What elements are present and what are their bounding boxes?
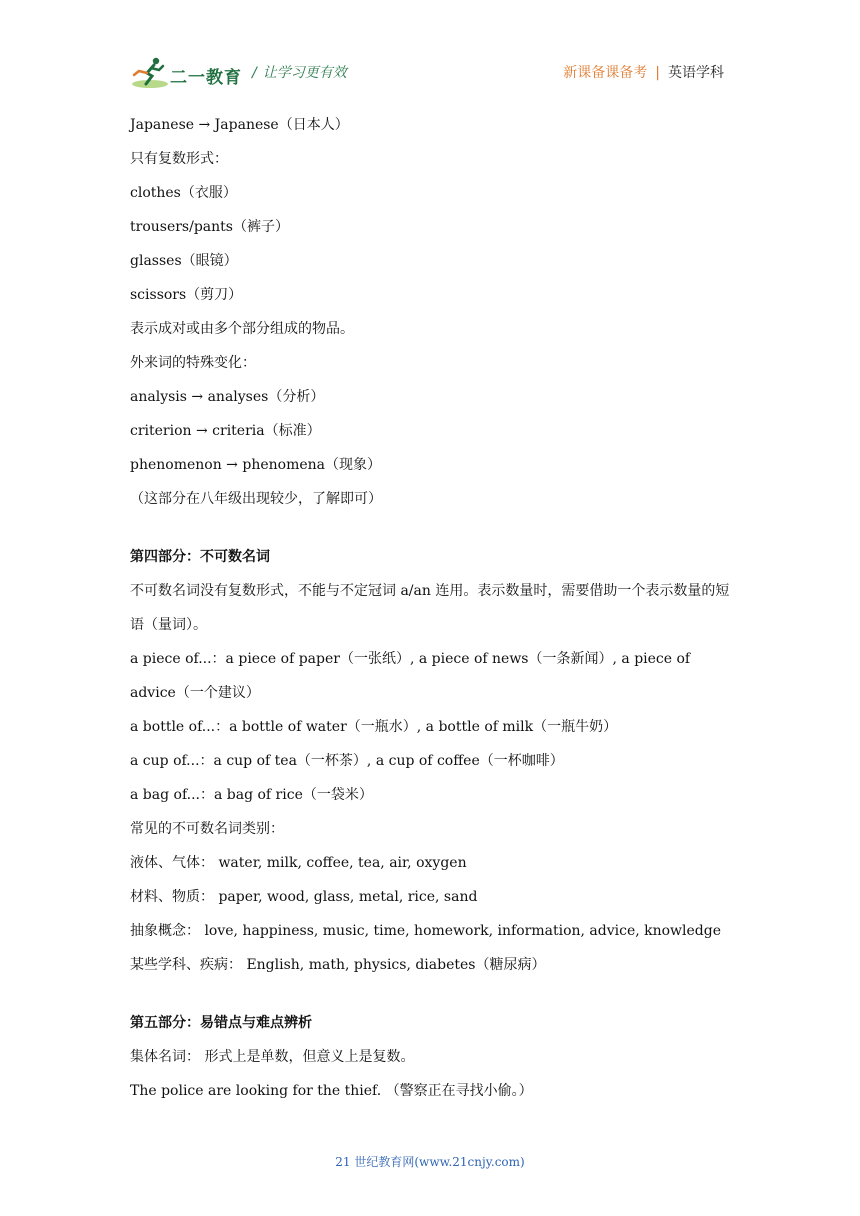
text-line: The police are looking for the thief. （警察正在寻找小偷。）	[130, 1083, 533, 1099]
slogan-slash: /	[252, 65, 257, 81]
text-line: scissors（剪刀）	[130, 287, 243, 303]
section-heading-5: 第五部分：易错点与难点辨析	[130, 1015, 312, 1031]
text-line: analysis → analyses（分析）	[130, 389, 325, 405]
slogan-text: 让学习更有效	[262, 65, 347, 81]
text-line: 抽象概念： love, happiness, music, time, homework, information, advice, knowledge	[130, 923, 722, 939]
text-line: trousers/pants（裤子）	[130, 219, 289, 235]
text-line: glasses（眼镜）	[130, 253, 238, 269]
header-course-info	[563, 62, 724, 82]
text-line: phenomenon → phenomena（现象）	[130, 457, 381, 473]
text-line: criterion → criteria（标准）	[130, 423, 321, 439]
text-line: a bottle of...：a bottle of water（一瓶水）, a bottle of milk（一瓶牛奶）	[130, 719, 618, 735]
paragraph: 不可数名词没有复数形式，不能与不定冠词 a/an 连用。表示数量时，需要借助一个表示数量的短语（量词）。	[130, 583, 730, 633]
text-line: a cup of...：a cup of tea（一杯茶）, a cup of coffee（一杯咖啡）	[130, 753, 564, 769]
page-footer: 21 世纪教育网(www.21cnjy.com)	[335, 1155, 525, 1169]
subject-label: 英语学科	[668, 65, 724, 81]
text-line: 材料、物质： paper, wood, glass, metal, rice, sand	[130, 889, 478, 905]
text-line: 只有复数形式：	[130, 151, 228, 167]
runner-logo-icon	[130, 56, 170, 90]
text-line: a bag of...：a bag of rice（一袋米）	[130, 787, 373, 803]
text-line: clothes（衣服）	[130, 185, 237, 201]
section-heading-4: 第四部分：不可数名词	[130, 549, 270, 565]
text-line: 某些学科、疾病： English, math, physics, diabetes（糖尿病）	[130, 957, 546, 973]
logo-text: 二一教育	[170, 68, 242, 88]
text-line: Japanese → Japanese（日本人）	[130, 117, 349, 133]
logo	[130, 56, 250, 92]
paragraph: a piece of...：a piece of paper（一张纸）, a piece of news（一条新闻）, a piece of advice（一个建议）	[130, 651, 691, 701]
slogan	[252, 62, 347, 82]
course-label: 新课备课备考	[563, 65, 648, 81]
text-line: 常见的不可数名词类别：	[130, 821, 284, 837]
header-separator: |	[655, 65, 660, 81]
text-line: 表示成对或由多个部分组成的物品。	[130, 321, 354, 337]
page-header	[0, 0, 860, 100]
text-line: 集体名词： 形式上是单数，但意义上是复数。	[130, 1049, 415, 1065]
document-body	[130, 108, 740, 1108]
text-line: 液体、气体： water, milk, coffee, tea, air, oxygen	[130, 855, 467, 871]
text-line: 外来词的特殊变化：	[130, 355, 256, 371]
text-line: （这部分在八年级出现较少，了解即可）	[130, 491, 382, 507]
